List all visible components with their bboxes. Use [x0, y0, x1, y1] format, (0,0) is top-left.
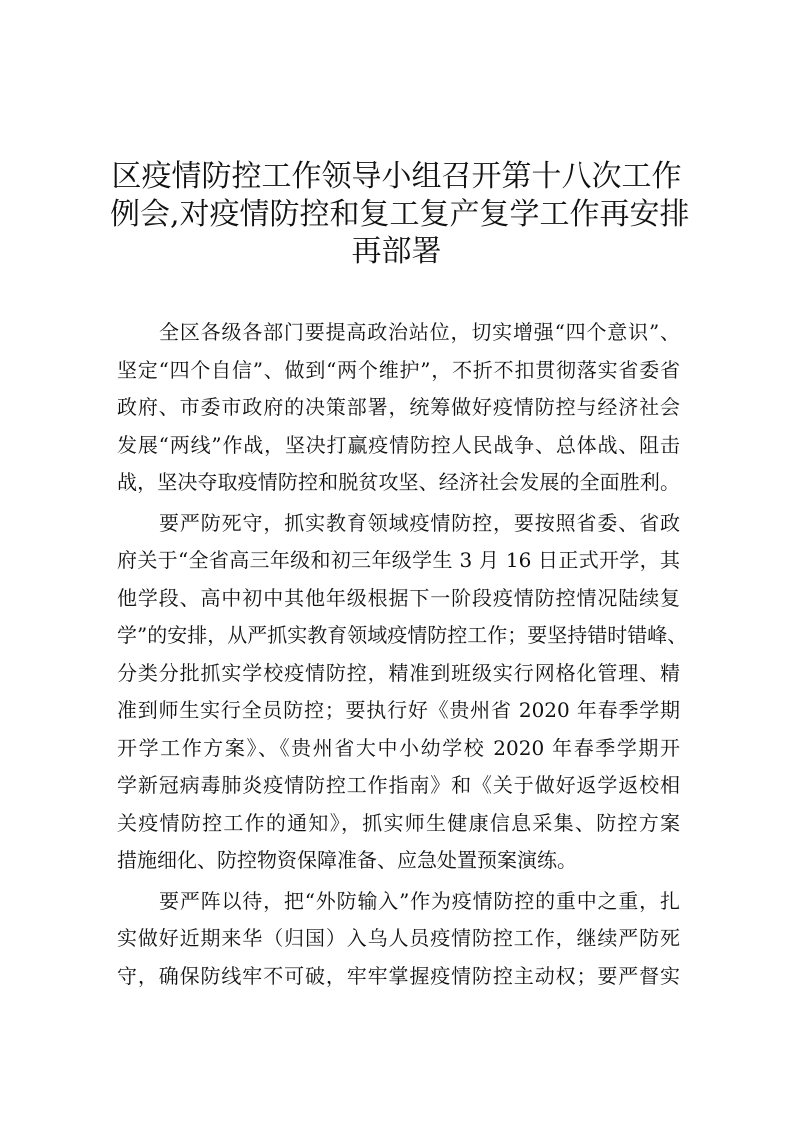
text-line: 战，坚决夺取疫情防控和脱贫攻坚、经济社会发展的全面胜利。: [117, 470, 680, 494]
title-line: 再部署: [351, 234, 442, 269]
text-line: 守，确保防线牢不可破，牢牢掌握疫情防控主动权；要严督实: [117, 963, 680, 988]
paragraph: [117, 505, 688, 880]
text-line: 发展“两线”作战，坚决打赢疫情防控人民战争、总体战、阻击: [117, 432, 680, 457]
text-line: 开学工作方案》、《贵州省大中小幼学校 2020 年春季学期开: [117, 735, 680, 760]
text-line: 政府、市委市政府的决策部署，统筹做好疫情防控与经济社会: [117, 395, 680, 419]
text-line: 全区各级各部门要提高政治站位，切实增强“四个意识”、: [159, 320, 680, 344]
document-body: [117, 314, 688, 998]
text-line: 他学段、高中初中其他年级根据下一阶段疫情防控情况陆续复: [117, 585, 680, 610]
text-line: 准到师生实行全员防控；要执行好《贵州省 2020 年春季学期: [117, 698, 680, 722]
title-line: 例会,对疫情防控和复工复产复学工作再安排: [110, 196, 690, 232]
text-line: 坚定“四个自信”、做到“两个维护”，不折不扣贯彻落实省委省: [117, 357, 680, 382]
text-line: 学”的安排，从严抓实教育领域疫情防控工作；要坚持错时错峰、: [117, 623, 688, 647]
paragraph: [117, 314, 680, 502]
document-title: [110, 158, 690, 271]
text-line: 学新冠病毒肺炎疫情防控工作指南》和《关于做好返学返校相: [117, 773, 680, 797]
text-line: 府关于“全省高三年级和初三年级学生 3 月 16 日正式开学，其: [117, 548, 680, 572]
text-line: 分类分批抓实学校疫情防控，精准到班级实行网格化管理、精: [117, 660, 680, 685]
text-line: 要严阵以待，把“外防输入”作为疫情防控的重中之重，扎: [159, 888, 680, 913]
text-line: 要严防死守，抓实教育领域疫情防控，要按照省委、省政: [159, 510, 680, 535]
text-line: 措施细化、防控物资保障准备、应急处置预案演练。: [117, 848, 577, 872]
text-line: 关疫情防控工作的通知》，抓实师生健康信息采集、防控方案: [117, 810, 680, 835]
title-line: 区疫情防控工作领导小组召开第十八次工作: [111, 159, 682, 194]
paragraph: [117, 883, 680, 996]
text-line: 实做好近期来华（归国）入乌人员疫情防控工作，继续严防死: [117, 926, 680, 950]
